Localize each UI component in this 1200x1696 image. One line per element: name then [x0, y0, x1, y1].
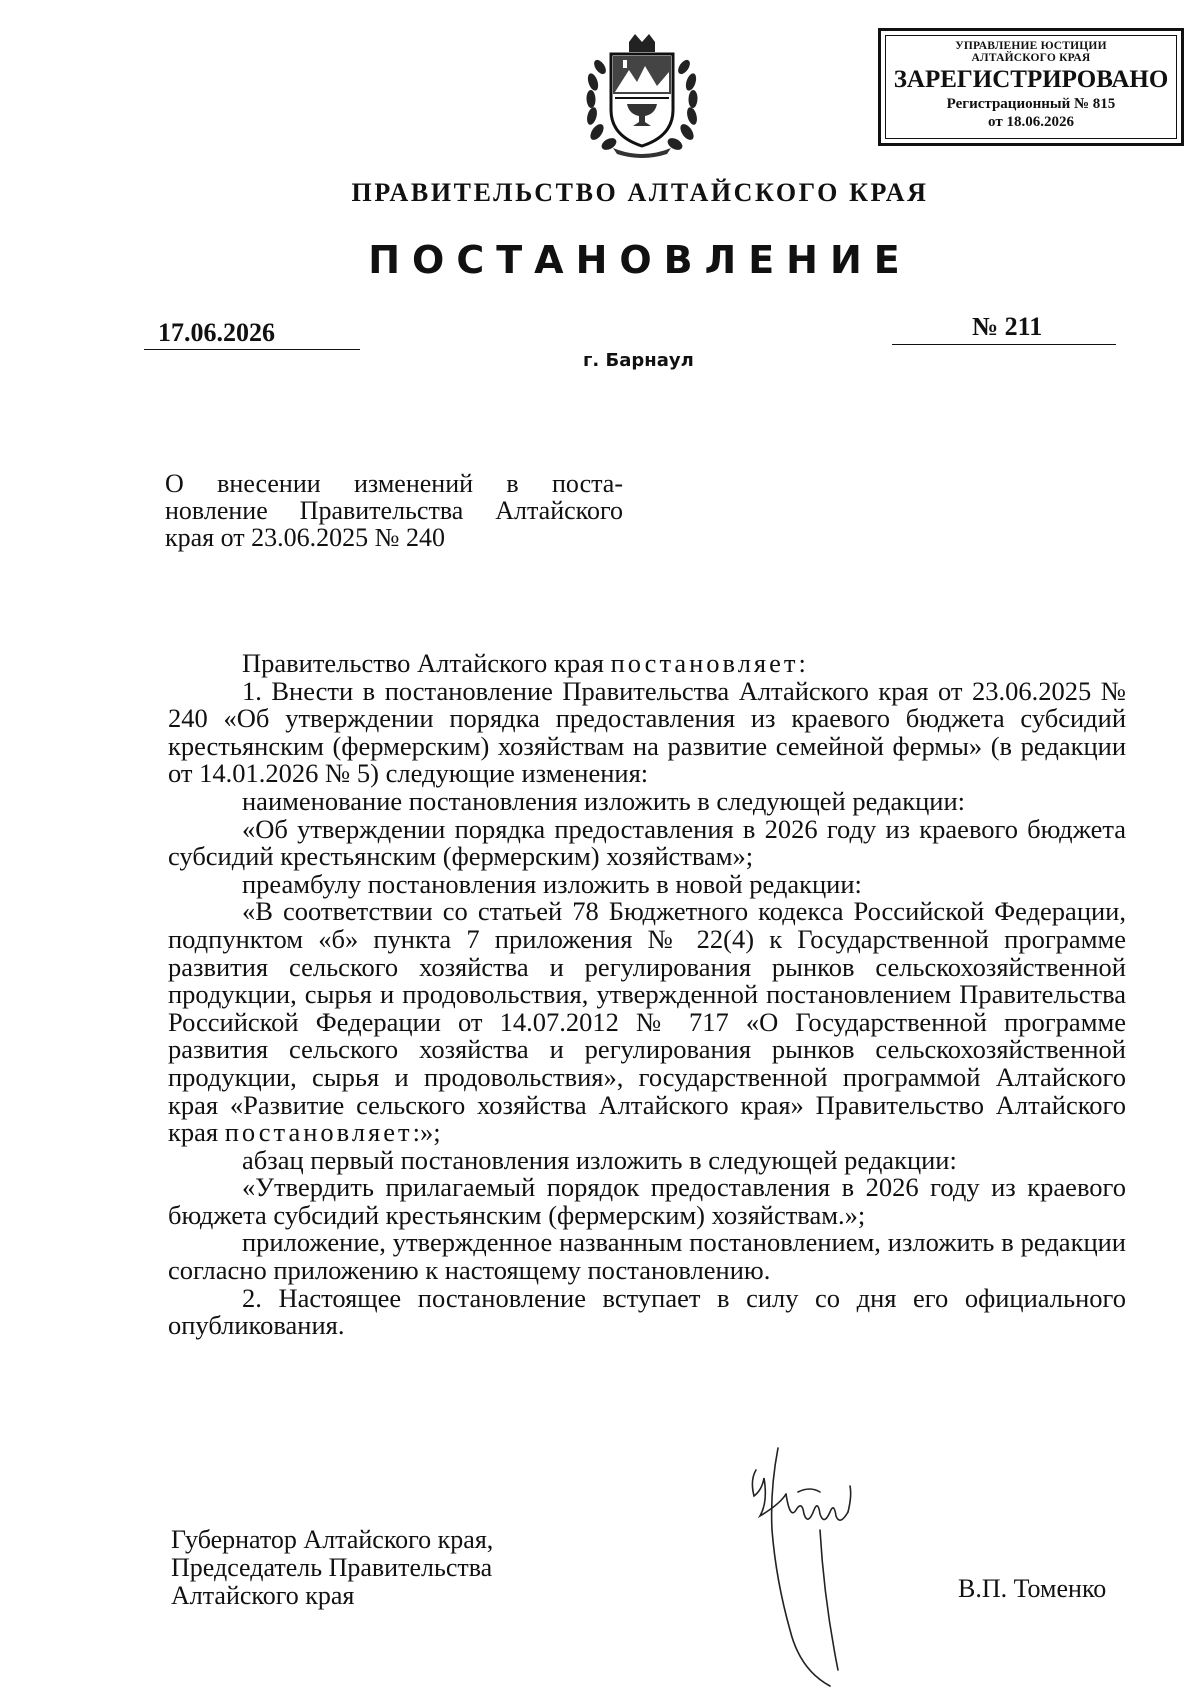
body-paragraph: «Об утверждении порядка предоставления в 2026 году из краевого бюджета субсидий крестьянским (фермерским) хозяйствам»; [168, 813, 1126, 872]
body-paragraph: наименование постановления изложить в следующей редакции: [242, 785, 966, 816]
subject-line: края от 23.06.2025 № 240 [165, 523, 445, 552]
body-text: Правительство Алтайского края [242, 648, 611, 678]
document-body [168, 650, 1126, 1340]
stamp-reg-number: Регистрационный № 815 [946, 96, 1116, 112]
handwritten-signature-icon [720, 1430, 920, 1690]
body-text: : [798, 648, 806, 678]
body-paragraph: преамбулу постановления изложить в новой редакции: [242, 868, 862, 899]
body-text-spaced: постановляет [224, 1117, 413, 1148]
body-paragraph [168, 898, 1126, 1146]
body-paragraph [168, 650, 1126, 678]
government-title: ПРАВИТЕЛЬСТВО АЛТАЙСКОГО КРАЯ [351, 178, 929, 207]
number-underline [892, 344, 1116, 345]
body-text: «В соответствии со статьей 78 Бюджетного кодекса Российской Федерации, подпунктом «б» пункта 7 приложения № 22(4) к Государственной программе развития сельского хозяйства и регулирования рынков сельскохозяйственной продукции, сырья и продовольствия, утвержденной постановлением Правительства Российской Федерации от 14.07.2012 № 717 «О Государственной программе развития сельского хозяйства и регулирования рынков сельскохозяйственной продукции, сырья и продовольствия», государственной программой Алтайского края «Развитие сельского хозяйства Алтайского края» Правительство Алтайского края [168, 896, 1126, 1148]
stamp-org-line1: УПРАВЛЕНИЕ ЮСТИЦИИ [955, 40, 1107, 52]
body-paragraph: приложение, утвержденное названным постановлением, изложить в редакции согласно приложению к настоящему постановлению. [168, 1227, 1126, 1286]
document-type: ПОСТАНОВЛЕНИЕ [368, 238, 912, 282]
body-paragraph: 1. Внести в постановление Правительства Алтайского края от 23.06.2025 № 240 «Об утверждении порядка предоставления из краевого бюджета субсидий крестьянским (фермерским) хозяйствам на развитие семейной фермы» (в редакции от 14.01.2026 № 5) следующие изменения: [168, 675, 1126, 789]
position-line: Губернатор Алтайского края, [171, 1525, 494, 1554]
body-paragraph: абзац первый постановления изложить в следующей редакции: [242, 1144, 957, 1175]
stamp-reg-date: от 18.06.2026 [988, 114, 1074, 130]
registration-stamp [878, 28, 1184, 146]
stamp-status: ЗАРЕГИСТРИРОВАНО [893, 66, 1169, 93]
position-line: Председатель Правительства [171, 1553, 493, 1582]
body-paragraph: 2. Настоящее постановление вступает в силу со дня его официального опубликования. [168, 1282, 1126, 1341]
body-paragraph: «Утвердить прилагаемый порядок предоставления в 2026 году из краевого бюджета субсидий крестьянским (фермерским) хозяйствам.»; [168, 1172, 1126, 1230]
body-text: :»; [412, 1117, 441, 1148]
body-text-spaced: постановляет [610, 648, 799, 678]
subject-line: новление Правительства Алтайского [165, 496, 623, 525]
document-place: г. Барнаул [583, 350, 694, 371]
coat-of-arms-icon [583, 32, 701, 160]
date-underline [144, 349, 360, 350]
signatory-position [171, 1526, 493, 1610]
subject-line: О внесении изменений в поста- [165, 469, 623, 498]
signatory-name: В.П. Томенко [958, 1574, 1107, 1603]
document-date: 17.06.2026 [158, 318, 275, 347]
stamp-org-line2: АЛТАЙСКОГО КРАЯ [971, 52, 1091, 64]
position-line: Алтайского края [171, 1581, 355, 1610]
document-number: № 211 [972, 312, 1043, 341]
document-subject [165, 470, 623, 551]
